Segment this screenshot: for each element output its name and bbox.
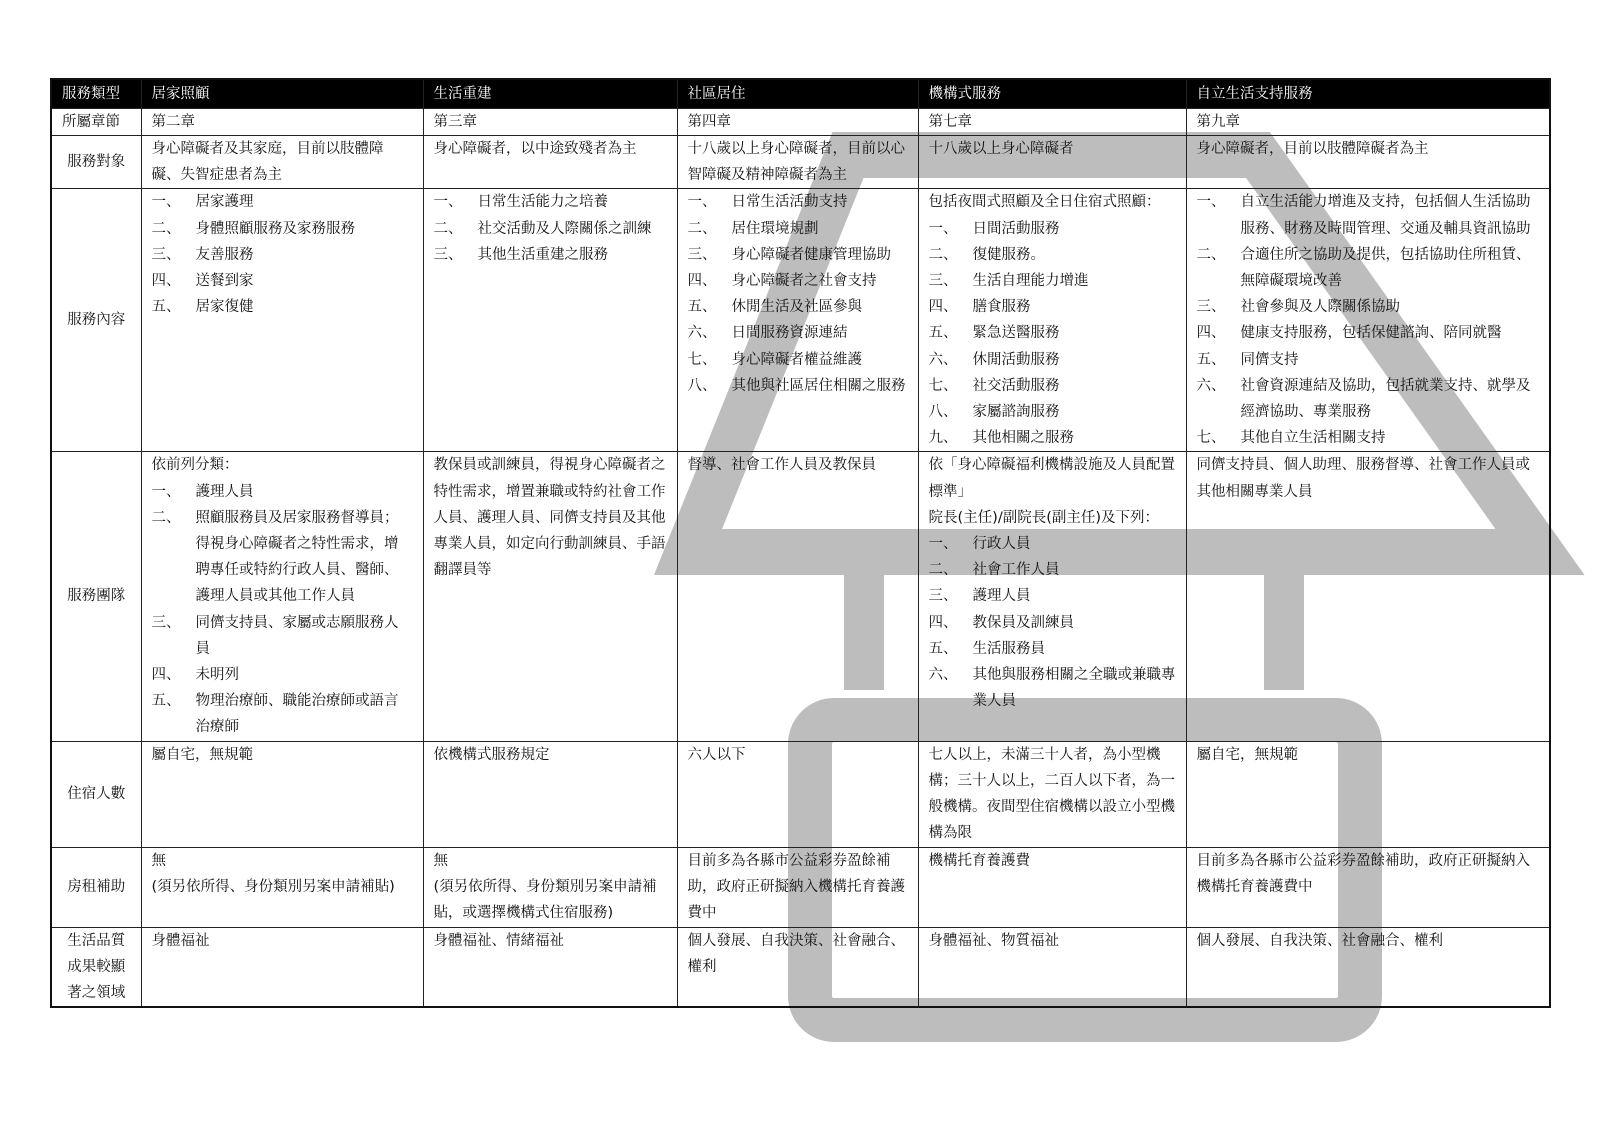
content-cell bbox=[918, 189, 1186, 452]
list-item bbox=[1197, 347, 1540, 373]
chapter-cell: 第九章 bbox=[1186, 109, 1550, 136]
item-text: 合適住所之協助及提供，包括協助住所租賃、無障礙環境改善 bbox=[1240, 246, 1531, 290]
quality-label-line: 生活品質 bbox=[67, 932, 126, 949]
item-text: 行政人員 bbox=[972, 536, 1031, 553]
item-text: 日間服務資源連結 bbox=[731, 325, 848, 342]
item-text: 其他與服務相關之全職或兼職專業人員 bbox=[972, 667, 1176, 710]
header-life-rebuild: 生活重建 bbox=[423, 79, 677, 109]
item-number: 六、 bbox=[687, 325, 717, 342]
list-item bbox=[1197, 425, 1540, 451]
list-item bbox=[152, 662, 413, 688]
item-number: 一、 bbox=[433, 194, 463, 211]
list-item bbox=[152, 242, 413, 268]
item-number: 四、 bbox=[928, 614, 958, 631]
list-item bbox=[929, 636, 1176, 662]
list-item bbox=[929, 216, 1176, 242]
list-item bbox=[929, 662, 1176, 714]
item-text: 社會參與及人際關係協助 bbox=[1240, 299, 1400, 316]
rent-text: 目前多為各縣市公益彩券盈餘補助，政府正研擬納入機構托育養護費中 bbox=[1196, 852, 1530, 895]
item-text: 居家復健 bbox=[195, 299, 254, 316]
rent-label: 房租補助 bbox=[51, 847, 141, 927]
item-number: 三、 bbox=[687, 246, 717, 263]
item-text: 同儕支持員、家屬或志願服務人員 bbox=[195, 614, 399, 657]
item-number: 三、 bbox=[433, 246, 463, 263]
item-number: 一、 bbox=[928, 536, 958, 553]
target-cell bbox=[677, 136, 918, 189]
team-cell bbox=[918, 452, 1186, 741]
list-item bbox=[152, 505, 413, 610]
team-cell bbox=[677, 452, 918, 741]
item-text: 教保員及訓練員 bbox=[972, 614, 1074, 631]
content-label: 服務內容 bbox=[51, 189, 141, 452]
item-number: 七、 bbox=[687, 351, 717, 368]
list-item bbox=[929, 320, 1176, 346]
item-text: 其他自立生活相關支持 bbox=[1240, 430, 1386, 447]
item-text: 其他生活重建之服務 bbox=[477, 246, 608, 263]
header-institutional: 機構式服務 bbox=[918, 79, 1186, 109]
residents-label: 住宿人數 bbox=[51, 741, 141, 847]
team-cell bbox=[423, 452, 677, 741]
quality-cell bbox=[141, 927, 423, 1007]
target-cell bbox=[141, 136, 423, 189]
rent-text: 無 bbox=[151, 852, 166, 869]
residents-cell bbox=[141, 741, 423, 847]
team-text: 督導、社會工作人員及教保員 bbox=[687, 457, 876, 474]
item-text: 生活自理能力增進 bbox=[972, 273, 1089, 290]
list-item bbox=[688, 268, 908, 294]
list-item bbox=[688, 189, 908, 215]
item-number: 一、 bbox=[928, 220, 958, 237]
quality-text: 個人發展、自我決策、社會融合、權利 bbox=[1196, 932, 1443, 949]
rent-cell bbox=[423, 847, 677, 927]
residents-cell bbox=[423, 741, 677, 847]
rent-text: 目前多為各縣市公益彩券盈餘補助，政府正研擬納入機構托育養護費中 bbox=[687, 852, 905, 922]
item-number: 二、 bbox=[928, 246, 958, 263]
target-line: 十八歲以上身心障礙者 bbox=[928, 141, 1074, 157]
team-list bbox=[152, 479, 413, 741]
list-item bbox=[152, 268, 413, 294]
list-item bbox=[152, 610, 413, 662]
item-text: 休閒生活及社區參與 bbox=[731, 299, 862, 316]
list-item bbox=[152, 294, 413, 320]
item-number: 四、 bbox=[687, 273, 717, 290]
list-item bbox=[929, 242, 1176, 268]
residents-text: 七人以上，未滿三十人者，為小型機構；三十人以上，二百人以下者，為一般機構。夜間型住宿機構以設立小型機構為限 bbox=[928, 746, 1175, 842]
item-number: 三、 bbox=[1196, 299, 1226, 316]
team-list bbox=[929, 531, 1176, 714]
item-number: 三、 bbox=[151, 614, 181, 631]
item-text: 膳食服務 bbox=[972, 299, 1031, 316]
content-list bbox=[434, 189, 667, 268]
list-item bbox=[152, 189, 413, 215]
target-line: 身心障礙者及其家庭，目前以肢體障 bbox=[151, 141, 384, 157]
item-text: 居家護理 bbox=[195, 194, 254, 211]
rent-note: (須另依所得、身份類別另案申請補貼，或選擇機構式住宿服務) bbox=[433, 878, 657, 922]
item-number: 二、 bbox=[151, 509, 181, 526]
item-text: 生活服務員 bbox=[972, 640, 1045, 657]
chapter-cell: 第二章 bbox=[141, 109, 423, 136]
service-comparison-table bbox=[50, 78, 1551, 1008]
item-text: 照顧服務員及居家服務督導員；得視身心障礙者之特性需求，增聘專任或特約行政人員、醫師、護理人員或其他工作人員 bbox=[195, 509, 399, 605]
item-number: 一、 bbox=[687, 194, 717, 211]
item-number: 八、 bbox=[928, 404, 958, 421]
item-text: 自立生活能力增進及支持，包括個人生活協助服務、財務及時間管理、交通及輔具資訊協助 bbox=[1240, 194, 1531, 237]
item-text: 身心障礙者權益維護 bbox=[731, 351, 862, 368]
item-text: 其他與社區居住相關之服務 bbox=[731, 377, 906, 394]
item-text: 送餐到家 bbox=[195, 273, 254, 290]
item-text: 社交活動及人際關係之訓練 bbox=[477, 220, 652, 237]
item-text: 復健服務。 bbox=[972, 246, 1045, 263]
content-list bbox=[152, 189, 413, 320]
target-line: 身心障礙者，以中途致殘者為主 bbox=[433, 141, 637, 157]
item-number: 一、 bbox=[1196, 194, 1226, 211]
item-text: 身體照顧服務及家務服務 bbox=[195, 220, 355, 237]
item-text: 健康支持服務，包括保健諮詢、陪同就醫 bbox=[1240, 325, 1502, 342]
rent-row bbox=[51, 847, 1550, 927]
item-text: 社會資源連結及協助，包括就業支持、就學及經濟協助、專業服務 bbox=[1240, 377, 1531, 421]
residents-text: 依機構式服務規定 bbox=[433, 746, 550, 763]
rent-cell bbox=[141, 847, 423, 927]
team-intro: 依「身心障礙福利機構設施及人員配置標準」 bbox=[928, 457, 1175, 500]
chapter-cell: 第七章 bbox=[918, 109, 1186, 136]
list-item bbox=[929, 425, 1176, 451]
list-item bbox=[688, 216, 908, 242]
list-item bbox=[929, 610, 1176, 636]
item-number: 四、 bbox=[151, 667, 181, 684]
item-number: 五、 bbox=[928, 325, 958, 342]
residents-row bbox=[51, 741, 1550, 847]
list-item bbox=[1197, 294, 1540, 320]
quality-label-line: 成果較顯 bbox=[67, 958, 126, 975]
item-number: 二、 bbox=[687, 220, 717, 237]
residents-text: 六人以下 bbox=[687, 746, 746, 763]
team-intro: 依前列分類： bbox=[151, 457, 239, 474]
list-item bbox=[688, 320, 908, 346]
chapter-row bbox=[51, 109, 1550, 136]
item-number: 一、 bbox=[151, 194, 181, 211]
team-label: 服務團隊 bbox=[51, 452, 141, 741]
list-item bbox=[929, 268, 1176, 294]
list-item bbox=[929, 399, 1176, 425]
item-text: 社會工作人員 bbox=[972, 562, 1060, 579]
list-item bbox=[152, 216, 413, 242]
quality-cell bbox=[918, 927, 1186, 1007]
content-intro: 包括夜間式照顧及全日住宿式照顧： bbox=[928, 194, 1161, 211]
item-number: 六、 bbox=[928, 351, 958, 368]
target-line: 智障礙及精神障礙者為主 bbox=[687, 167, 847, 184]
item-text: 同儕支持 bbox=[1240, 351, 1299, 368]
item-text: 護理人員 bbox=[972, 588, 1031, 605]
target-label: 服務對象 bbox=[51, 136, 141, 189]
item-number: 二、 bbox=[151, 220, 181, 237]
item-number: 三、 bbox=[928, 273, 958, 290]
list-item bbox=[1197, 189, 1540, 241]
header-row bbox=[51, 79, 1550, 109]
team-text: 教保員或訓練員，得視身心障礙者之特性需求，增置兼職或特約社會工作人員、護理人員、同儕支持員及其他專業人員，如定向行動訓練員、手語翻譯員等 bbox=[433, 457, 666, 579]
item-number: 二、 bbox=[433, 220, 463, 237]
item-text: 日常生活活動支持 bbox=[731, 194, 848, 211]
rent-cell bbox=[918, 847, 1186, 927]
list-item bbox=[152, 688, 413, 740]
quality-label bbox=[51, 927, 141, 1007]
item-text: 家屬諮詢服務 bbox=[972, 404, 1060, 421]
item-number: 二、 bbox=[928, 562, 958, 579]
content-list bbox=[688, 189, 908, 399]
item-text: 緊急送醫服務 bbox=[972, 325, 1060, 342]
item-text: 其他相關之服務 bbox=[972, 430, 1074, 447]
item-text: 護理人員 bbox=[195, 483, 254, 500]
content-list bbox=[929, 216, 1176, 452]
content-row bbox=[51, 189, 1550, 452]
item-text: 未明列 bbox=[195, 667, 239, 684]
item-number: 九、 bbox=[928, 430, 958, 447]
list-item bbox=[1197, 242, 1540, 294]
item-text: 物理治療師、職能治療師或語言治療師 bbox=[195, 693, 399, 736]
residents-text: 屬自宅，無規範 bbox=[151, 746, 253, 763]
team-intro: 院長(主任)/副院長(副主任)及下列： bbox=[928, 509, 1160, 526]
team-text: 同儕支持員、個人助理、服務督導、社會工作人員或其他相關專業人員 bbox=[1196, 457, 1530, 500]
item-text: 社交活動服務 bbox=[972, 377, 1060, 394]
item-number: 六、 bbox=[928, 667, 958, 684]
list-item bbox=[688, 347, 908, 373]
list-item bbox=[929, 531, 1176, 557]
item-number: 三、 bbox=[151, 246, 181, 263]
quality-text: 個人發展、自我決策、社會融合、權利 bbox=[687, 932, 905, 975]
quality-row bbox=[51, 927, 1550, 1007]
item-number: 四、 bbox=[1196, 325, 1226, 342]
target-cell bbox=[423, 136, 677, 189]
item-number: 七、 bbox=[928, 377, 958, 394]
rent-cell bbox=[1186, 847, 1550, 927]
team-row bbox=[51, 452, 1550, 741]
list-item bbox=[929, 347, 1176, 373]
list-item bbox=[152, 479, 413, 505]
item-text: 日常生活能力之培養 bbox=[477, 194, 608, 211]
content-cell bbox=[141, 189, 423, 452]
item-number: 四、 bbox=[151, 273, 181, 290]
item-number: 五、 bbox=[928, 640, 958, 657]
target-row bbox=[51, 136, 1550, 189]
target-line: 十八歲以上身心障礙者，目前以心 bbox=[687, 141, 905, 157]
item-text: 身心障礙者健康管理協助 bbox=[731, 246, 891, 263]
target-cell bbox=[918, 136, 1186, 189]
residents-cell bbox=[677, 741, 918, 847]
quality-text: 身體福祉、情緒福祉 bbox=[433, 932, 564, 949]
content-list bbox=[1197, 189, 1540, 451]
list-item bbox=[688, 373, 908, 399]
item-text: 身心障礙者之社會支持 bbox=[731, 273, 877, 290]
quality-label-line: 著之領域 bbox=[67, 985, 126, 1002]
rent-cell bbox=[677, 847, 918, 927]
item-number: 二、 bbox=[1196, 246, 1226, 263]
list-item bbox=[688, 242, 908, 268]
rent-text: 無 bbox=[433, 852, 448, 869]
item-number: 五、 bbox=[151, 693, 181, 710]
list-item bbox=[434, 242, 667, 268]
quality-cell bbox=[1186, 927, 1550, 1007]
target-line: 礙、失智症患者為主 bbox=[151, 167, 282, 184]
residents-text: 屬自宅，無規範 bbox=[1196, 746, 1298, 763]
list-item bbox=[688, 294, 908, 320]
item-number: 五、 bbox=[151, 299, 181, 316]
chapter-cell: 第四章 bbox=[677, 109, 918, 136]
list-item bbox=[1197, 320, 1540, 346]
item-number: 一、 bbox=[151, 483, 181, 500]
list-item bbox=[434, 189, 667, 215]
item-text: 居住環境規劃 bbox=[731, 220, 819, 237]
residents-cell bbox=[1186, 741, 1550, 847]
item-text: 友善服務 bbox=[195, 246, 254, 263]
quality-cell bbox=[677, 927, 918, 1007]
item-number: 五、 bbox=[1196, 351, 1226, 368]
target-line: 身心障礙者，目前以肢體障礙者為主 bbox=[1196, 141, 1429, 157]
content-cell bbox=[1186, 189, 1550, 452]
list-item bbox=[1197, 373, 1540, 425]
header-home-care: 居家照顧 bbox=[141, 79, 423, 109]
rent-text: 機構托育養護費 bbox=[928, 852, 1030, 869]
item-number: 五、 bbox=[687, 299, 717, 316]
residents-cell bbox=[918, 741, 1186, 847]
team-cell bbox=[141, 452, 423, 741]
chapter-cell: 第三章 bbox=[423, 109, 677, 136]
item-number: 八、 bbox=[687, 377, 717, 394]
item-number: 六、 bbox=[1196, 377, 1226, 394]
header-independent-living: 自立生活支持服務 bbox=[1186, 79, 1550, 109]
item-text: 日間活動服務 bbox=[972, 220, 1060, 237]
item-number: 四、 bbox=[928, 299, 958, 316]
list-item bbox=[929, 583, 1176, 609]
list-item bbox=[434, 216, 667, 242]
content-cell bbox=[677, 189, 918, 452]
quality-text: 身體福祉、物質福祉 bbox=[928, 932, 1059, 949]
header-type-label: 服務類型 bbox=[51, 79, 141, 109]
quality-cell bbox=[423, 927, 677, 1007]
header-community-living: 社區居住 bbox=[677, 79, 918, 109]
quality-text: 身體福祉 bbox=[151, 932, 210, 949]
list-item bbox=[929, 557, 1176, 583]
team-cell bbox=[1186, 452, 1550, 741]
content-cell bbox=[423, 189, 677, 452]
list-item bbox=[929, 373, 1176, 399]
chapter-label: 所屬章節 bbox=[51, 109, 141, 136]
item-number: 七、 bbox=[1196, 430, 1226, 447]
target-cell bbox=[1186, 136, 1550, 189]
item-text: 休閒活動服務 bbox=[972, 351, 1060, 368]
list-item bbox=[929, 294, 1176, 320]
rent-note: (須另依所得、身份類別另案申請補貼) bbox=[151, 878, 395, 895]
item-number: 三、 bbox=[928, 588, 958, 605]
